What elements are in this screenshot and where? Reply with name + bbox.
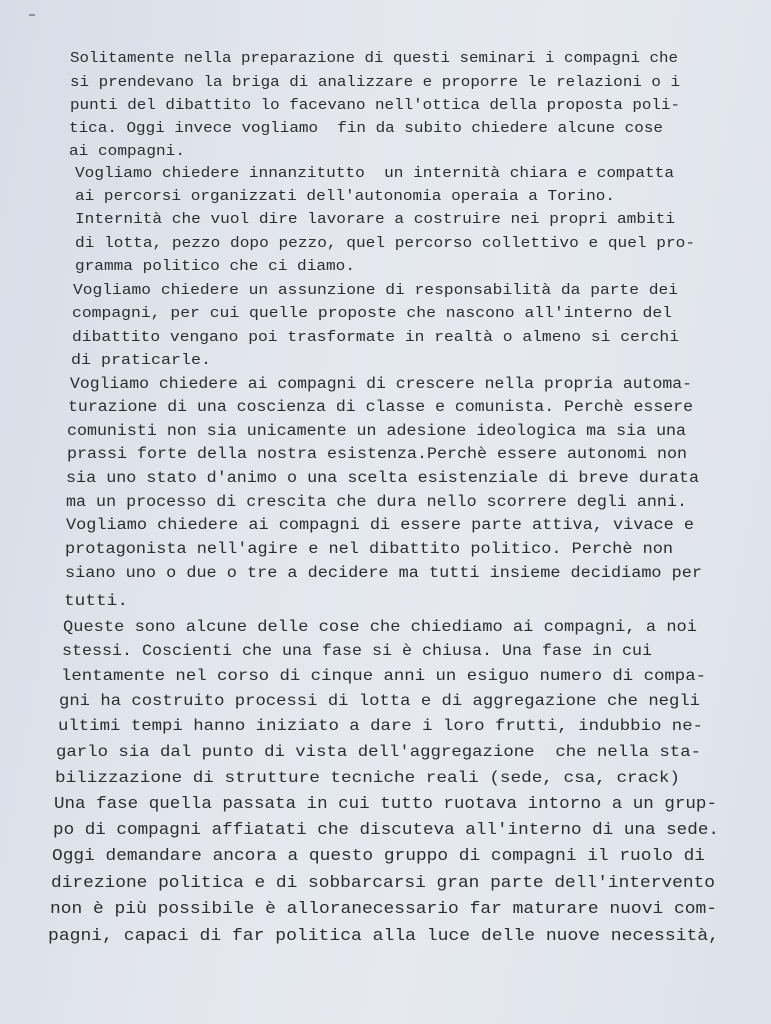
text-line: di lotta, pezzo dopo pezzo, quel percorso collettivo e quel pro- — [75, 236, 696, 252]
text-line: prassi forte della nostra esistenza.Perchè essere autonomi non — [67, 445, 688, 463]
text-line: Internità che vuol dire lavorare a costruire nei propri ambiti — [75, 212, 676, 228]
text-line: gramma politico che ci diamo. — [75, 259, 355, 275]
text-line: ultimi tempi hanno iniziato a dare i loro frutti, indubbio ne- — [58, 717, 704, 735]
text-line: lentamente nel corso di cinque anni un esiguo numero di compa- — [61, 667, 707, 685]
text-line: po di compagni affiatati che discuteva all'interno di una sede. — [53, 820, 719, 839]
text-line: stessi. Coscienti che una fase si è chiusa. Una fase in cui — [62, 642, 653, 660]
text-line: Vogliamo chiedere ai compagni di essere parte attiva, vivace e — [66, 516, 695, 534]
text-line: Una fase quella passata in cui tutto ruotava intorno a un grup- — [54, 794, 717, 813]
text-line: ma un processo di crescita che dura nello scorrere degli anni. — [66, 493, 687, 511]
text-line: protagonista nell'agire e nel dibattito politico. Perchè non — [65, 540, 673, 558]
text-line: Vogliamo chiedere un assunzione di responsabilità da parte dei — [73, 282, 679, 299]
text-line: Solitamente nella preparazione di questi seminari i compagni che — [70, 51, 679, 67]
text-line: garlo sia dal punto di vista dell'aggregazione che nella sta- — [56, 743, 702, 761]
text-line: pagni, capaci di far politica alla luce delle nuove necessità, — [48, 926, 719, 945]
text-line: Queste sono alcune delle cose che chiediamo ai compagni, a noi — [63, 618, 697, 636]
text-line: punti del dibattito lo facevano nell'ottica della proposta poli- — [70, 98, 681, 114]
text-line: tutti. — [64, 592, 129, 610]
text-line: sia uno stato d'animo o una scelta esistenziale di breve durata — [66, 469, 699, 487]
text-line: ai compagni. — [69, 144, 186, 160]
text-line: Oggi demandare ancora a questo gruppo di compagni il ruolo di — [52, 846, 705, 865]
text-line: turazione di una coscienza di classe e comunista. Perchè essere — [68, 398, 694, 416]
text-line: dibattito vengano poi trasformate in realtà o almeno si cerchi — [72, 329, 679, 346]
text-line: Vogliamo chiedere ai compagni di crescere nella propria automa- — [70, 375, 692, 393]
text-line: si prendevano la briga di analizzare e proporre le relazioni o i — [70, 75, 681, 91]
text-line: ai percorsi organizzati dell'autonomia operaia a Torino. — [75, 189, 616, 205]
text-line: tica. Oggi invece vogliamo fin da subito chiedere alcune cose — [69, 121, 663, 137]
text-line: non è più possibile è alloranecessario far maturare nuovi com- — [50, 899, 718, 918]
text-line: gni ha costruito processi di lotta e di aggregazione che negli — [59, 692, 701, 710]
text-line: siano uno o due o tre a decidere ma tutti insieme decidiamo per — [65, 564, 702, 582]
text-line: compagni, per cui quelle proposte che nascono all'interno del — [72, 305, 672, 322]
text-line: comunisti non sia unicamente un adesione ideologica ma sia una — [67, 422, 687, 440]
text-line: di praticarle. — [71, 352, 212, 369]
text-line: bilizzazione di strutture tecniche reali (sede, csa, crack) — [55, 769, 681, 787]
text-line: Vogliamo chiedere innanzitutto un internità chiara e compatta — [75, 166, 674, 182]
text-line: direzione politica e di sobbarcarsi gran parte dell'intervento — [51, 873, 716, 892]
